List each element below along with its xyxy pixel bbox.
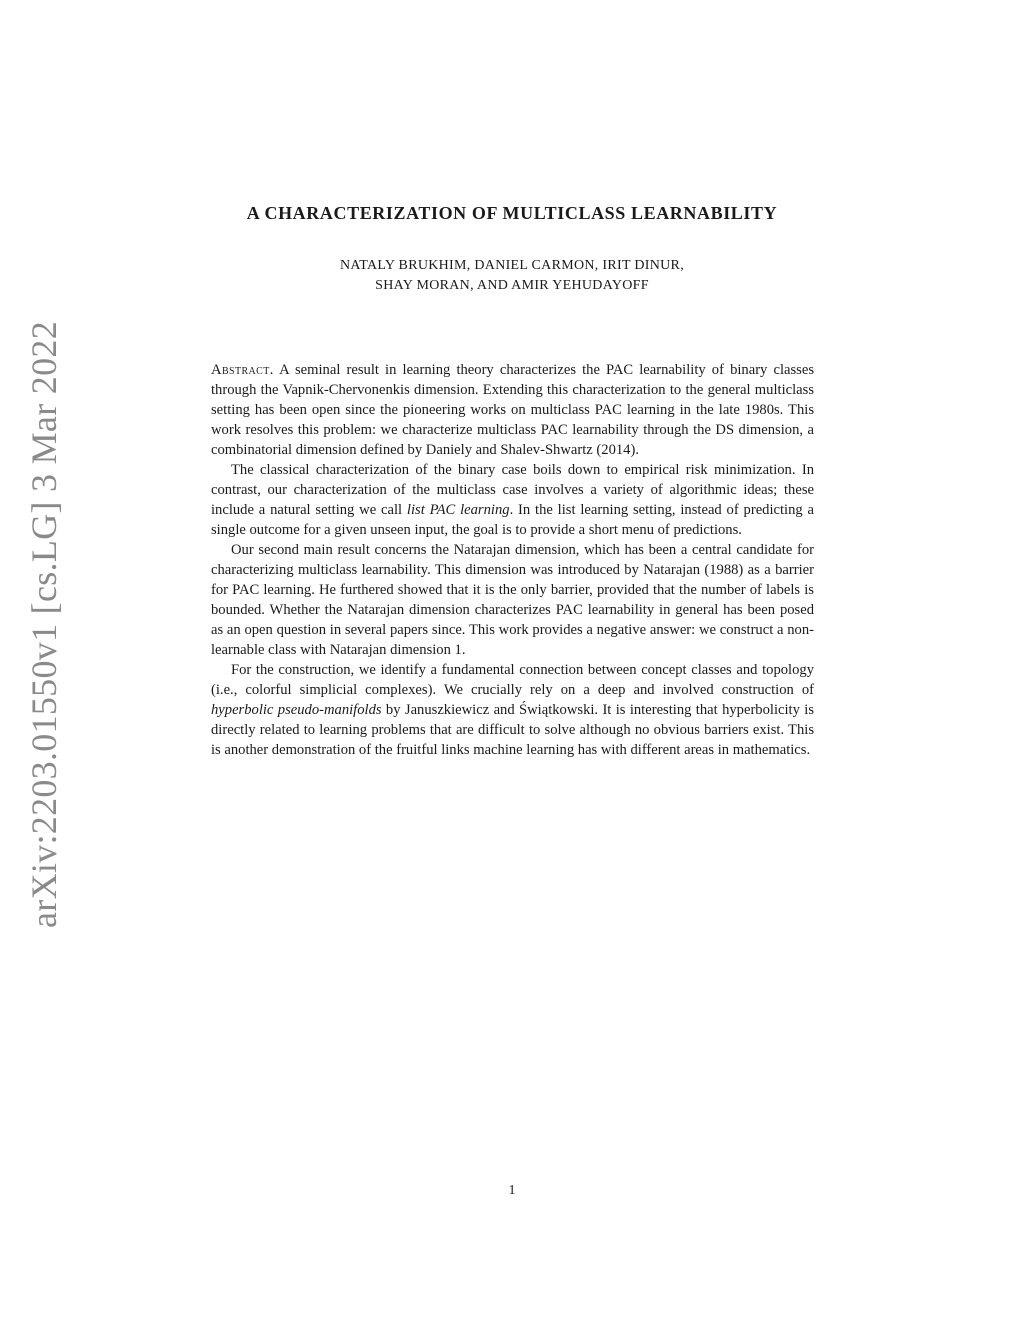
abstract-paragraph-1-text: A seminal result in learning theory characterizes the PAC learnability of binary classes through the Vapnik-Chervonenkis dimension. Extending this characterization to the general multiclass setting has been open since the pioneering works on multiclass PAC learning in the late 1980s. This work resolves this problem: we characterize multiclass PAC learnability through the DS dimension, a combinatorial dimension defined by Daniely and Shalev-Shwartz (2014). — [211, 362, 815, 458]
author-list — [0, 256, 1024, 296]
abstract — [211, 360, 814, 760]
abstract-paragraph-2-text-b: . In the list learning setting, instead of predicting a single outcome for a given unseen input, the goal is to provide a short menu of predictions. — [211, 502, 815, 538]
paper-title: A CHARACTERIZATION OF MULTICLASS LEARNABILITY — [246, 203, 778, 223]
author-line-2: SHAY MORAN, AND AMIR YEHUDAYOFF — [375, 278, 649, 293]
abstract-paragraph-1 — [211, 360, 814, 460]
abstract-paragraph-4 — [211, 660, 814, 760]
abstract-paragraph-4-emphasis: hyperbolic pseudo-manifolds — [211, 702, 382, 718]
abstract-paragraph-2 — [211, 460, 814, 540]
abstract-paragraph-4-text-b: by Januszkiewicz and Świątkowski. It is interesting that hyperbolicity is directly related to learning problems that are difficult to solve although no obvious barriers exist. This is another demonstration of the fruitful links machine learning has with different areas in mathematics. — [211, 702, 814, 758]
abstract-heading: Abstract. — [211, 362, 274, 378]
abstract-paragraph-3: Our second main result concerns the Natarajan dimension, which has been a central candidate for characterizing multiclass learnability. This dimension was introduced by Natarajan (1988) as a barrier for PAC learning. He furthered showed that it is the only barrier, provided that the number of labels is bounded. Whether the Natarajan dimension characterizes PAC learnability in general has been posed as an open question in several papers since. This work provides a negative answer: we construct a non-learnable class with Natarajan dimension 1. — [211, 542, 814, 658]
page-number: 1 — [508, 1183, 516, 1198]
abstract-paragraph-4-text-a: For the construction, we identify a fundamental connection between concept classes and topology (i.e., colorful simplicial complexes). We crucially rely on a deep and involved construction of — [211, 662, 814, 698]
abstract-paragraph-2-emphasis: list PAC learning — [406, 502, 510, 518]
arxiv-identifier-stamp: arXiv:2203.01550v1 [cs.LG] 3 Mar 2022 — [24, 321, 64, 928]
author-line-1: NATALY BRUKHIM, DANIEL CARMON, IRIT DINUR, — [340, 258, 684, 273]
abstract-paragraph-2-text-a: The classical characterization of the binary case boils down to empirical risk minimization. In contrast, our characterization of the multiclass case involves a variety of algorithmic ideas; these include a natural setting we call — [211, 462, 814, 518]
